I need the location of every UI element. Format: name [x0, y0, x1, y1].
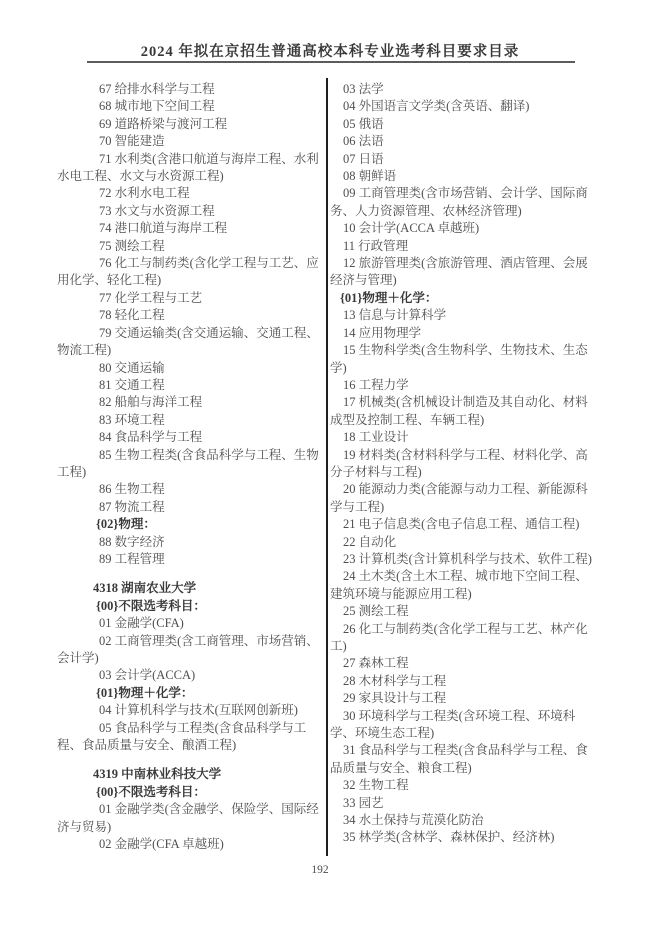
left-column — [57, 81, 323, 853]
major-item: 89 工程管理 — [99, 551, 165, 566]
major-item: 26 化工与制药类(含化学工程与工艺、林产化工) — [330, 621, 588, 653]
major-item: 15 生物科学类(含生物科学、生物技术、生态学) — [330, 343, 588, 375]
title-underline-rule — [87, 61, 575, 63]
major-item: 80 交通运输 — [99, 360, 165, 375]
major-item: 35 林学类(含林学、森林保护、经济林) — [343, 830, 555, 845]
major-item: 17 机械类(含机械设计制造及其自动化、材料成型及控制工程、车辆工程) — [330, 395, 588, 427]
major-item: 30 环境科学与工程类(含环境工程、环境科学、环境生态工程) — [330, 708, 576, 741]
major-item: 76 化工与制药类(含化学工程与工艺、应用化学、轻化工程) — [57, 256, 319, 288]
major-item: 88 数字经济 — [99, 534, 165, 549]
major-item: 28 木材科学与工程 — [343, 673, 447, 688]
major-item: 18 工业设计 — [343, 430, 409, 445]
major-item: 21 电子信息类(含电子信息工程、通信工程) — [343, 517, 580, 532]
major-item: 03 会计学(ACCA) — [99, 668, 196, 683]
major-item: 78 轻化工程 — [99, 308, 165, 323]
major-item: 70 智能建造 — [99, 134, 165, 149]
major-item: 83 环境工程 — [99, 412, 165, 427]
major-item: 82 船舶与海洋工程 — [99, 395, 203, 410]
major-item: 31 食品科学与工程类(含食品科学与工程、食品质量与安全、粮食工程) — [330, 743, 588, 775]
subject-requirement-heading: {01}物理＋化学： — [340, 290, 438, 305]
major-item: 32 生物工程 — [343, 778, 409, 793]
major-item: 12 旅游管理类(含旅游管理、酒店管理、会展经济与管理) — [330, 256, 588, 288]
major-item: 16 工程力学 — [343, 377, 409, 392]
page-number: 192 — [311, 864, 329, 876]
major-item: 01 金融学类(含金融学、保险学、国际经济与贸易) — [57, 802, 319, 834]
major-item: 01 金融学(CFA) — [99, 616, 184, 631]
major-item: 05 俄语 — [343, 116, 384, 131]
major-item: 87 物流工程 — [99, 499, 165, 514]
major-item: 23 计算机类(含计算机科学与技术、软件工程) — [343, 551, 592, 566]
major-item: 29 家具设计与工程 — [343, 691, 447, 706]
subject-requirement-heading: {01}物理＋化学： — [96, 685, 194, 700]
major-item: 72 水利水电工程 — [99, 186, 190, 201]
subject-requirement-heading: {00}不限选考科目： — [96, 598, 206, 613]
major-item: 19 材料类(含材料科学与工程、材料化学、高分子材料与工程) — [330, 447, 588, 479]
major-item: 03 法学 — [343, 82, 384, 96]
major-item: 67 给排水科学与工程 — [99, 82, 215, 96]
subject-requirement-heading: {02}物理： — [96, 517, 156, 532]
major-item: 73 水文与水资源工程 — [99, 203, 215, 218]
major-item: 04 计算机科学与技术(互联网创新班) — [99, 703, 298, 718]
subject-requirement-heading: {00}不限选考科目： — [96, 784, 206, 799]
page-title: 2024 年拟在京招生普通高校本科专业选考科目要求目录 — [140, 44, 520, 60]
major-item: 86 生物工程 — [99, 482, 165, 497]
major-item: 25 测绘工程 — [343, 604, 409, 619]
major-item: 79 交通运输类(含交通运输、交通工程、物流工程) — [57, 325, 319, 358]
university-heading: 4318 湖南农业大学 — [93, 581, 197, 596]
major-item: 13 信息与计算科学 — [343, 308, 447, 323]
major-item: 22 自动化 — [343, 534, 397, 549]
major-item: 07 日语 — [343, 151, 384, 166]
major-item: 85 生物工程类(含食品科学与工程、生物工程) — [57, 447, 319, 479]
column-divider — [326, 78, 328, 856]
major-item: 69 道路桥梁与渡河工程 — [99, 116, 228, 131]
major-item: 71 水利类(含港口航道与海岸工程、水利水电工程、水文与水资源工程) — [57, 151, 319, 184]
major-item: 02 金融学(CFA 卓越班) — [99, 837, 224, 852]
major-item: 33 园艺 — [343, 795, 384, 810]
major-item: 02 工商管理类(含工商管理、市场营销、会计学) — [57, 633, 319, 665]
major-item: 68 城市地下空间工程 — [99, 99, 215, 114]
major-item: 06 法语 — [343, 134, 384, 149]
major-item: 74 港口航道与海岸工程 — [99, 221, 228, 236]
major-item: 84 食品科学与工程 — [99, 430, 203, 445]
major-item: 24 土木类(含土木工程、城市地下空间工程、建筑环境与能源应用工程) — [330, 569, 588, 601]
major-item: 75 测绘工程 — [99, 238, 165, 253]
major-item: 34 水土保持与荒漠化防治 — [343, 813, 484, 828]
major-item: 10 会计学(ACCA 卓越班) — [343, 221, 480, 236]
major-item: 77 化学工程与工艺 — [99, 290, 203, 305]
major-item: 09 工商管理类(含市场营销、会计学、国际商务、人力资源管理、农林经济管理) — [330, 186, 588, 218]
major-item: 04 外国语言文学类(含英语、翻译) — [343, 99, 530, 114]
major-item: 08 朝鲜语 — [343, 169, 397, 184]
university-heading: 4319 中南林业科技大学 — [93, 767, 222, 782]
major-item: 27 森林工程 — [343, 656, 409, 671]
major-item: 05 食品科学与工程类(含食品科学与工程、食品质量与安全、酿酒工程) — [57, 720, 307, 753]
major-item: 14 应用物理学 — [343, 325, 422, 340]
major-item: 81 交通工程 — [99, 377, 165, 392]
right-column — [330, 81, 593, 847]
major-item: 20 能源动力类(含能源与动力工程、新能源科学与工程) — [330, 482, 588, 514]
major-item: 11 行政管理 — [343, 238, 409, 253]
